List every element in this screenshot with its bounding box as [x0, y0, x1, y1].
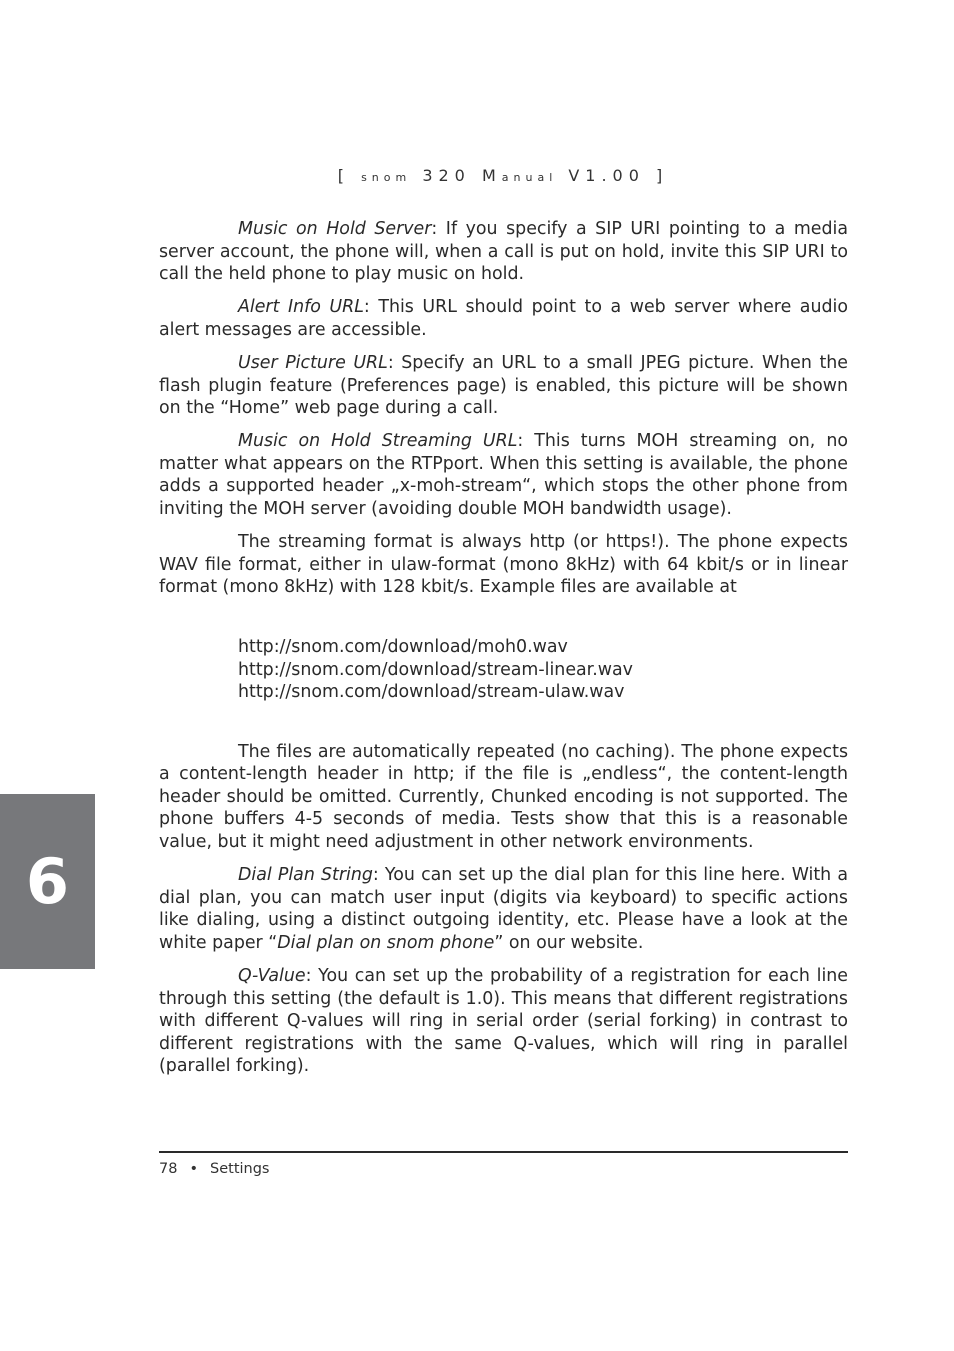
desc-music-on-hold-server: : If you specify a SIP URI pointing to a media server account, the phone will, when a call is put on hold, invite this SIP URI to call the held phone to play music on hold.: [159, 219, 848, 285]
term-dial-plan-string: Dial Plan String: [238, 865, 373, 886]
desc-moh-streaming-url: : This turns MOH streaming on, no matter what appears on the RTPport. When this setting is available, the phone adds a supported header „x-moh-stream“, which stops the other phone from inviting the MOH server (avoiding double MOH bandwidth usage).: [159, 431, 848, 520]
paragraph-dial-plan-string: [159, 864, 848, 954]
desc-dial-plan-tail: ” on our website.: [494, 932, 644, 953]
term-user-picture-url: User Picture URL: [238, 352, 388, 373]
paragraph-q-value: [159, 965, 848, 1078]
chapter-number: 6: [25, 845, 70, 918]
desc-dial-plan-string: : You can set up the dial plan for this line here. With a dial plan, you can match user input (digits via keyboard) to specific actions like dialing, using a distinct outgoing identity, etc. Please have a look at the white paper “: [159, 865, 848, 953]
page-body: [159, 218, 848, 1089]
desc-q-value: : You can set up the probability of a registration for each line through this setting (the default is 1.0). This means that different registrations with different Q-values will ring in serial order (serial forking) in contrast to different registrations with the same Q-values, which will ring in parallel (parallel forking).: [159, 966, 848, 1077]
term-q-value: Q-Value: [238, 966, 306, 987]
header-open-bracket: [: [337, 166, 350, 185]
term-moh-streaming-url: Music on Hold Streaming URL: [238, 431, 518, 452]
paragraph-moh-streaming-url: [159, 430, 848, 520]
header-version: V1.00: [568, 166, 645, 185]
term-music-on-hold-server: Music on Hold Server: [238, 219, 432, 239]
ref-dial-plan-paper: Dial plan on snom phone: [277, 932, 495, 953]
term-alert-info-url: Alert Info URL: [238, 297, 364, 318]
header-brand: snom: [361, 171, 412, 184]
desc-alert-info-url: : This URL should point to a web server where audio alert messages are accessible.: [159, 297, 849, 340]
paragraph-file-repeat: The files are automatically repeated (no caching). The phone expects a content-length header in http; if the file is „endless“, the content-length header should be omitted. Currently, Chunked encoding is not supported. The phone buffers 4-5 seconds of media. Tests show that this is a reasonable value, but it might need adjustment in other network environments.: [159, 741, 848, 853]
footer-rule: [159, 1151, 848, 1153]
paragraph-alert-info-url: [159, 296, 848, 341]
example-url-list: [238, 636, 848, 704]
header-close-bracket: ]: [656, 166, 669, 185]
chapter-tab: [0, 794, 95, 969]
example-url: http://snom.com/download/stream-ulaw.wav: [238, 682, 625, 703]
header-manual: [482, 166, 557, 185]
page-footer: [159, 1161, 270, 1177]
paragraph-music-on-hold-server: [159, 218, 848, 286]
paragraph-streaming-format: The streaming format is always http (or https!). The phone expects WAV file format, either in ulaw-format (mono 8kHz) with 64 kbit/s or in linear format (mono 8kHz) with 128 kbit/s. Example files are available at: [159, 532, 848, 598]
paragraph-user-picture-url: [159, 352, 848, 420]
example-url: http://snom.com/download/moh0.wav: [238, 636, 568, 657]
header-manual-initial: M: [481, 166, 502, 185]
example-url: http://snom.com/download/stream-linear.wav: [238, 659, 633, 680]
footer-bullet: •: [189, 1161, 199, 1177]
page-number: 78: [159, 1161, 178, 1177]
footer-section: Settings: [210, 1161, 270, 1177]
running-header: [0, 166, 954, 185]
header-manual-rest: anual: [501, 171, 558, 184]
desc-user-picture-url: : Specify an URL to a small JPEG picture. When the flash plugin feature (Preferences page) is enabled, this picture will be shown on the “Home” web page during a call.: [159, 352, 848, 419]
header-model: 320: [422, 166, 471, 185]
